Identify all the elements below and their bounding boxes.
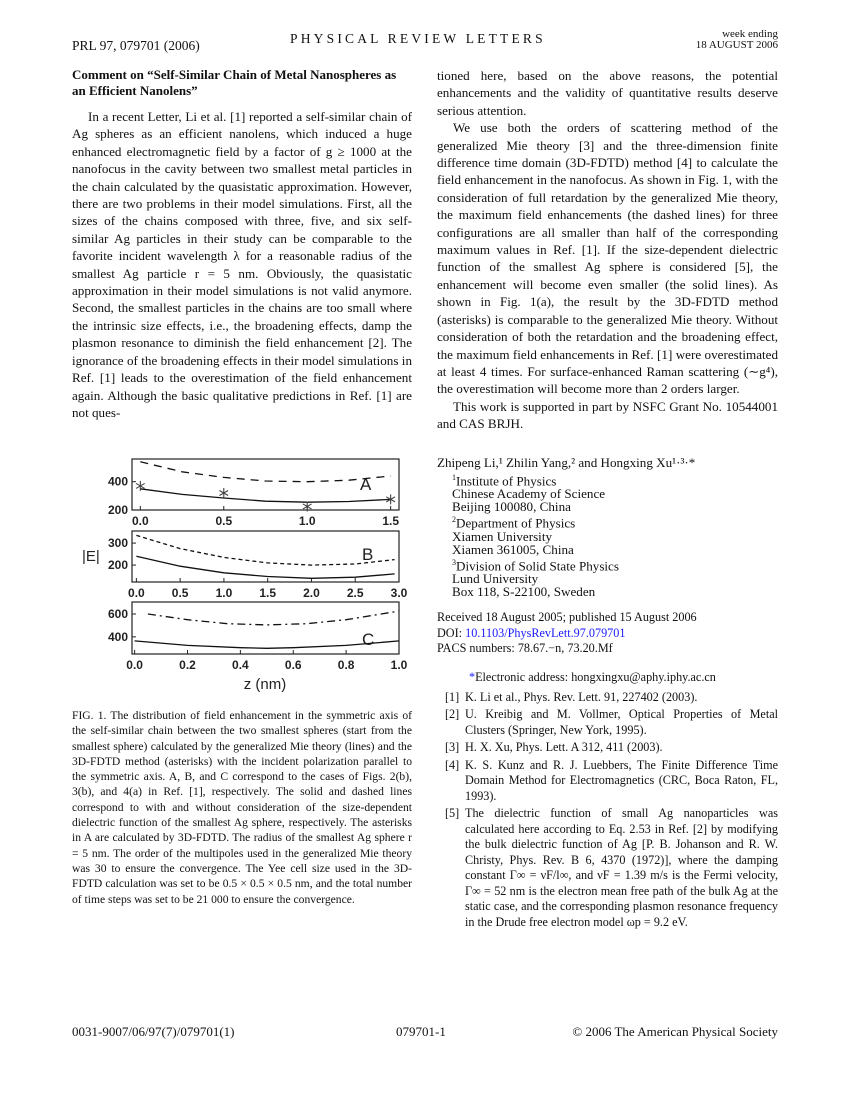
reference-item [437, 758, 778, 805]
y-axis-label: |E| [82, 548, 100, 565]
reference-text: K. S. Kunz and R. J. Luebbers, The Finite Difference Time Domain Method for Electromagnetics (CRC, Boca Raton, FL, 1993). [465, 757, 778, 803]
affiliation-number: 3 [452, 557, 456, 567]
x-tick-label: 0.0 [132, 514, 149, 528]
acknowledgment: This work is supported in part by NSFC Grant No. 10544001 and CAS BRJH. [437, 398, 778, 432]
reference-text: K. Li et al., Phys. Rev. Lett. 91, 227402 (2003). [465, 689, 698, 704]
figure-1-chart [70, 455, 410, 695]
reference-text: U. Kreibig and M. Vollmer, Optical Properties of Metal Clusters (Springer, New York, 1995). [465, 707, 778, 737]
series-line-dotted [136, 535, 394, 565]
panel-label-B: B [362, 545, 374, 564]
x-tick-label: 0.6 [284, 658, 302, 672]
affiliation-line: Beijing 100080, China [452, 499, 571, 515]
copyright: © 2006 The American Physical Society [572, 1024, 778, 1039]
y-tick-label: 300 [107, 536, 128, 551]
x-tick-label: 0.0 [126, 658, 143, 672]
reference-item [437, 740, 778, 756]
affiliation-line: Chinese Academy of Science [452, 486, 606, 502]
doi-link[interactable]: 10.1103/PhysRevLett.97.079701 [465, 625, 626, 640]
affiliation-line: Division of Solid State Physics [456, 558, 619, 574]
series-line-solid [136, 556, 394, 578]
x-tick-label: 1.5 [382, 514, 399, 528]
panel-label-C: C [362, 630, 375, 649]
x-tick-label: 1.0 [215, 586, 233, 600]
affiliation-line: Xiamen 361005, China [452, 541, 574, 557]
reference-item [437, 806, 778, 930]
affiliation [452, 556, 778, 598]
series-line-dashed [140, 462, 390, 482]
reference-text: The dielectric function of small Ag nanoparticles was calculated here according to Eq. 2.53 in Ref. [2] by modifying the bulk dielectric function of Ag [P. B. Johanson and R. W. Christy, Phys. Rev. B 6, 4370 (1972)], where the damping constant Γ∞ = νF/l∞, and νF = 1.39 m/s is the Fermi velocity, Γ∞ = 52 nm is the electron mean free path of the bulk Ag at the static case, and the corresponding plasmon resonance frequency in the Drude free electron model ωp = 9.2 eV. [465, 806, 778, 929]
panel-frame-B [132, 531, 399, 582]
x-tick-label: 0.0 [128, 586, 145, 600]
page-number: 079701-1 [396, 1024, 446, 1039]
x-tick-label: 0.4 [232, 658, 249, 672]
pacs-numbers: PACS numbers: 78.67.−n, 73.20.Mf [437, 641, 613, 655]
author-names: Zhipeng Li,¹ Zhilin Yang,² and Hongxing Xu¹·³·* [437, 455, 696, 470]
x-tick-label: 3.0 [390, 586, 408, 600]
affiliation [452, 471, 778, 513]
right-column [437, 67, 778, 433]
affiliation-line: Institute of Physics [456, 473, 557, 489]
affiliation-number: 1 [452, 473, 456, 482]
x-axis-label: z (nm) [243, 676, 287, 693]
affiliation-line: Lund University [452, 571, 539, 587]
y-tick-label: 400 [107, 629, 128, 644]
panel-frame-C [132, 602, 399, 654]
footer-code: 0031-9007/06/97(7)/079701(1) [72, 1024, 235, 1039]
comment-title: Comment on “Self-Similar Chain of Metal Nanospheres as an Efficient Nanolens” [72, 67, 397, 98]
publication-info [437, 610, 778, 657]
body-paragraph: In a recent Letter, Li et al. [1] reported a self-similar chain of Ag spheres as an efficient nanolens, which induced a huge enhanced electromagnetic field by a factor of g ≥ 1000 at the nanofocus in the cavity between two smallest metal particles in the chain calculated by the quasistatic approximation. However, there are two problems in their model simulations. First, all the sizes of the chains composed with three, five, and six self-similar Ag particles in their study can be comparable to the favorite incident wavelength λ for a reasonable radius of the smallest Ag particle r = 5 nm. Obviously, the quasistatic approximation in their model simulations is not valid anymore. Second, the smallest particles in the chains are too small where the intrinsic size effects, i.e., the broadening effects, damp the plasmon resonance to diminish the field enhancement [2]. The ignorance of the broadening effects in their model simulations in Ref. [1] leads to the overestimation of the field enhancement again. Although the basic qualitative predictions in Ref. [1] are not ques- [72, 109, 412, 420]
body-paragraph: We use both the orders of scattering method of the generalized Mie theory [3] and the three-dimension finite difference time domain (3D-FDTD) method [4] to calculate the field enhancement in the nanofocus. As shown in Fig. 1, with the consideration of full retardation by the generalized Mie theory, the maximum field enhancements (the dashed lines) for three configurations are all smaller than half of the corresponding maximum values in Ref. [1]. If the size-dependent dielectric function of the smallest Ag sphere is considered [5], the enhancement will become even smaller (the solid lines). As shown in Fig. 1(a), the result by the 3D-FDTD method (asterisks) is comparable to the generalized Mie theory. Without consideration of both the retardation and the broadening effect, the maximum field enhancements in Ref. [1] were overestimated at least 4 times. For surface-enhanced Raman scattering (∼g⁴), the overestimation will become more than 2 orders larger. [437, 120, 778, 397]
x-tick-label: 2.5 [346, 586, 364, 600]
email-footnote-mark[interactable]: * [469, 670, 476, 684]
doi-label: DOI: [437, 625, 463, 640]
fdtd-asterisk-point [219, 488, 228, 498]
reference-number: [2] [445, 707, 460, 721]
journal-citation: PRL 97, 079701 (2006) [72, 38, 200, 53]
x-tick-label: 0.5 [215, 514, 233, 528]
body-paragraph: tioned here, based on the above reasons, the potential enhancements and the validity of quantitative results deserve serious attention. [437, 68, 778, 118]
left-column [72, 67, 412, 421]
reference-number: [4] [445, 757, 460, 772]
y-tick-label: 200 [107, 558, 128, 573]
y-tick-label: 200 [107, 503, 128, 517]
reference-number: [5] [445, 806, 460, 820]
reference-item [437, 690, 778, 706]
issue-date [696, 29, 778, 51]
reference-number: [3] [445, 740, 460, 754]
panel-frame-A [132, 459, 399, 510]
reference-text: H. X. Xu, Phys. Lett. A 312, 411 (2003). [465, 740, 663, 754]
journal-name: PHYSICAL REVIEW LETTERS [290, 31, 546, 46]
x-tick-label: 1.0 [390, 658, 408, 672]
x-tick-label: 0.2 [179, 658, 196, 672]
y-tick-label: 400 [107, 474, 128, 489]
series-line-solid [140, 489, 390, 502]
affiliation-line: Xiamen University [452, 528, 552, 544]
x-tick-label: 1.5 [259, 586, 277, 600]
received-date: Received 18 August 2005; published 15 August 2006 [437, 610, 697, 624]
reference-item [437, 707, 778, 738]
issue-date-value: 18 AUGUST 2006 [695, 39, 778, 51]
email-address: Electronic address: hongxingxu@aphy.iphy.ac.cn [475, 670, 716, 684]
y-tick-label: 600 [107, 607, 128, 621]
references [437, 670, 778, 932]
affiliation-line: Box 118, S-22100, Sweden [452, 584, 596, 600]
reference-number: [1] [445, 689, 460, 704]
x-tick-label: 0.8 [337, 658, 355, 672]
figure-caption: FIG. 1. The distribution of field enhancement in the symmetric axis of the self-similar chain between the two smallest spheres (start from the smallest sphere) calculated by the generalized Mie theory (lines) and the 3D-FDTD method (asterisks) with the incident polarization parallel to the symmetric axis. A, B, and C correspond to the cases of Figs. 2(b), 3(b), and 4(a) in Ref. [1], respectively. The solid and dashed lines correspond to with and without consideration of the size-dependent dielectric function of the smallest Ag sphere, respectively. The asterisks in A are calculated by 3D-FDTD. The radius of the smallest Ag sphere r = 5 nm. The order of the multipoles used in the generalized Mie theory was 30 to ensure the convergence. The Yee cell size used in the 3D-FDTD calculation was set to be 0.5 × 0.5 × 0.5 nm, and the total number of time steps was set to be 21 000 to ensure the convergence. [72, 709, 412, 906]
series-line-dashdot [148, 611, 399, 625]
week-ending-label: week ending [722, 28, 778, 40]
affiliation-number: 2 [452, 515, 456, 525]
series-line-solid [135, 641, 399, 648]
x-tick-label: 0.5 [171, 586, 189, 600]
panel-label-A: A [360, 475, 372, 494]
affiliation [452, 513, 778, 555]
x-tick-label: 2.0 [303, 586, 320, 600]
author-block [437, 456, 778, 598]
x-tick-label: 1.0 [298, 514, 316, 528]
affiliation-line: Department of Physics [456, 515, 576, 531]
